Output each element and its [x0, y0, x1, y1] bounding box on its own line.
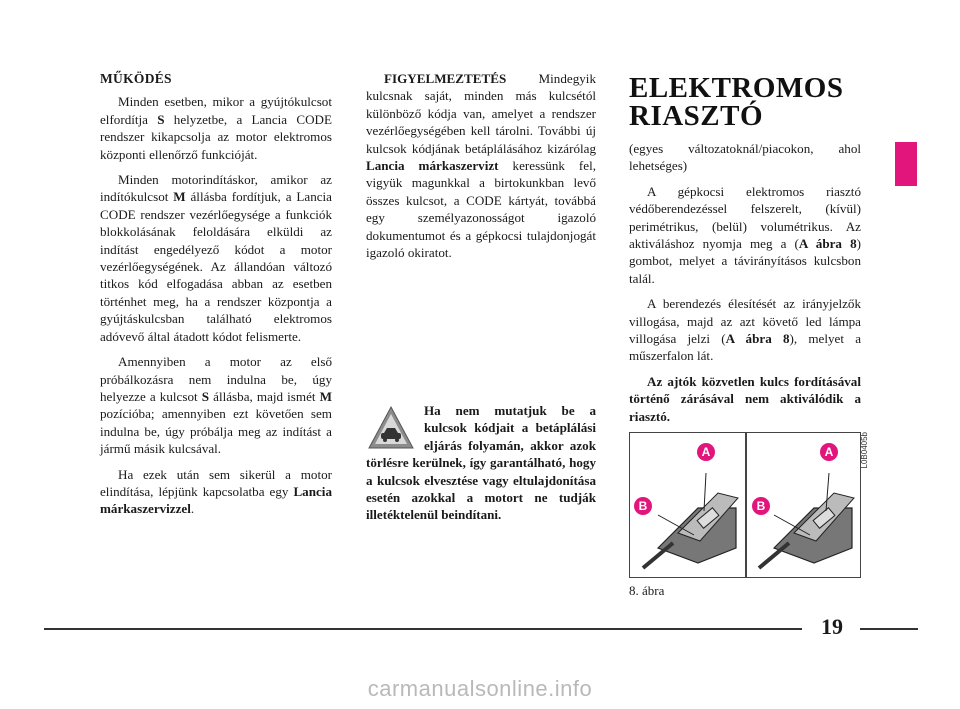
label-a: A	[824, 445, 834, 459]
section-title: ELEKTROMOS RIASZTÓ	[629, 72, 844, 132]
figure-divider	[745, 433, 747, 577]
paragraph-bold: Az ajtók közvetlen kulcs fordításával történő zárásával nem aktiválódik a riasztó.	[629, 373, 861, 424]
paragraph: A gépkocsi elektromos riasztó védőberendezéssel felszerelt, (kívül) perimétrikus, (belül) volumétrikus. Az aktiváláshoz nyomja meg a (A ábra 8) gombot, melyet a távirányításos kulcsbon talál.	[629, 183, 862, 286]
label-b: B	[756, 499, 766, 513]
label-b: B	[638, 499, 648, 513]
paragraph: Amennyiben a motor az első próbálkozásra nem indulna be, úgy helyezze a kulcsot S állásba, majd ismét M pozícióba; amennyiben ezt követően sem indulna be, úgy próbálja meg az indítást a jármű másik kulcsával.	[100, 354, 332, 457]
watermark: carmanualsonline.info	[367, 676, 593, 701]
section-heading-mukodes: MŰKÖDÉS	[100, 71, 172, 86]
paragraph: Ha ezek után sem sikerül a motor elindítása, lépjünk kapcsolatba egy Lancia márkaszervizzel.	[100, 466, 332, 517]
column-2	[366, 70, 596, 269]
column-1	[100, 70, 332, 526]
subtitle: (egyes változatoknál/piacokon, ahol lehetséges)	[629, 141, 861, 174]
figure-caption: 8. ábra	[629, 583, 665, 598]
warning-text: Ha nem mutatjuk be a kulcsok kódjait a betáplálási eljárás folyamán, akkor azok törlésre kerülnek, így garantálható, hogy a kulcsok elvesztése vagy eltulajdonítása esetén azokkal a motort ne tudják illetéktelenül beindítani.	[366, 403, 596, 523]
column-3	[629, 70, 861, 433]
warning-car-icon	[366, 404, 416, 452]
paragraph: Minden motorindításkor, amikor az indítókulcsot M állásba fordítjuk, a Lancia CODE rendszer vezérlőegysége a funkciók blokkolásának feloldására elküldi az indítást engedélyező kódot a motor vezérlőegységének. Az állandóan változó titkos kód elfogadása abban az esetben történhet meg, ha a rendszer központja a gyújtáskulcsban található elektromos adóvevő által átadott kódot felismerte.	[100, 172, 332, 344]
footer-rule-left	[44, 628, 802, 630]
paragraph: Minden esetben, mikor a gyújtókulcsot elfordítja S helyzetbe, a Lancia CODE rendszer kikapcsolja az motor elektromos központi ellenőrző funkcióját.	[100, 94, 332, 162]
page-number: 19	[821, 614, 843, 639]
warning-box	[366, 402, 596, 524]
chapter-tab-marker	[895, 142, 917, 186]
paragraph: A berendezés élesítését az irányjelzők villogása, majd az azt követő led lámpa villogása jelzi (A ábra 8), melyet a műszerfalon lát.	[629, 296, 862, 364]
label-a: A	[701, 445, 711, 459]
paragraph-figyelmeztetes: FIGYELMEZTETÉS Mindegyik kulcsnak saját, minden más kulcsétól különböző kódja van, amelyet a rendszer vezérlőegységében kell tárolni. További új kulcsok kódjának betáplálásához kizárólag Lancia márkaszervizt keressünk fel, vigyük magunkkal a birtokunkban levő összes kulcsot, a CODE kártyát, továbbá egy személyazonosságot igazoló dokumentumot és a gépkocsi tulajdonjogát igazoló okiratot.	[366, 71, 596, 261]
figure-8-key-illustration	[629, 432, 861, 578]
footer-rule-right	[860, 628, 918, 630]
figure-code: L0B0405b	[860, 432, 869, 469]
